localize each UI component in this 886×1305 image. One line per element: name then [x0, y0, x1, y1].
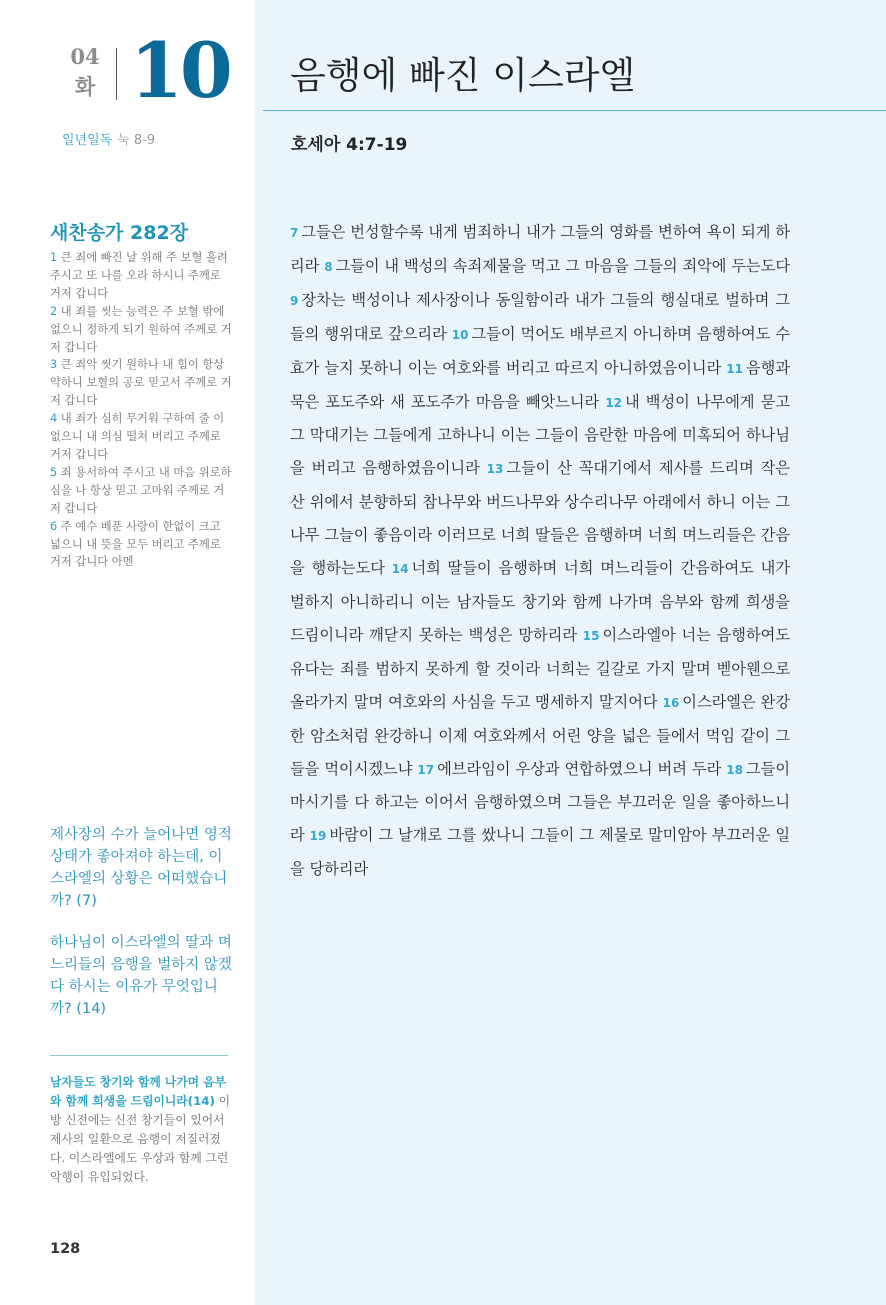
hymn-verse: [50, 356, 232, 410]
hymn-verse: [50, 518, 232, 572]
verse-number: 9: [290, 293, 299, 308]
question-2: 하나님이 이스라엘의 딸과 며느리들의 음행을 벌하지 않겠다 하시는 이유가 무엇입니까? (14): [50, 935, 232, 1017]
date-day: 10: [130, 26, 230, 115]
hymn-verse-text: 큰 죄에 빠진 날 위해 주 보혈 흘려 주시고 또 나를 오라 하시니 주께로 거저 갑니다: [50, 251, 228, 300]
verse-text: 장차는 백성이나 제사장이나 동일함이라 내가 그들의 행실대로 벌하며 그들의 행위대로 갚으리라: [290, 290, 790, 343]
note-highlight: 남자들도 창기와 함께 나가며 음부와 함께 희생을 드림이니라(14): [50, 1075, 226, 1108]
hymn-verse-text: 죄 용서하여 주시고 내 마음 위로하심을 나 항상 믿고 고마워 주께로 거저 갑니다: [50, 465, 232, 515]
scripture-passage: [290, 216, 790, 886]
verse-text: 너희 딸들이 음행하며 너희 며느리들이 간음하여도 내가 벌하지 아니하리니 이는 남자들도 창기와 함께 나가며 음부와 함께 희생을 드림이니라 깨닫지 못하는 백성은 망하리라: [290, 559, 791, 644]
reading-plan-label: 일년일독: [62, 133, 113, 148]
hymn-lyrics: [50, 249, 232, 571]
verse-text: 이스라엘아 너는 음행하여도 유다는 죄를 범하지 못하게 할 것이라 너희는 길갈로 가지 말며 벧아웬으로 올라가지 말며 여호와의 사심을 두고 맹세하지 말지어다: [290, 625, 790, 711]
hymn-verse-text: 큰 죄악 씻기 원하나 내 힘이 항상 약하니 보혈의 공로 믿고서 주께로 거저 갑니다: [50, 358, 232, 408]
verse-text: 에브라임이 우상과 연합하였으니 버려 두라: [437, 759, 722, 778]
hymn-verse-text: 주 예수 베푼 사랑이 한없이 크고 넓으니 내 뜻을 모두 버리고 주께로 거저 갑니다 아멘: [50, 519, 221, 569]
page-title: 음행에 빠진 이스라엘: [290, 54, 636, 97]
hymn-verse-number: 2: [50, 304, 58, 318]
verse-number: 16: [662, 695, 680, 710]
hymn-verse: [50, 410, 232, 464]
hymn-verse: [50, 249, 232, 303]
verse-text: 음행과 묵은 포도주와 새 포도주가 마음을 빼앗느니라: [290, 358, 791, 411]
hymn-verse: [50, 464, 232, 518]
note-text: 이방 신전에는 신전 창기들이 있어서 제사의 일환으로 음행이 저질러졌다. 이스라엘에도 우상과 함께 그런 악행이 유입되었다.: [50, 1094, 231, 1184]
hymn-verse-number: 4: [50, 412, 58, 426]
reflection-questions: [50, 824, 235, 1040]
verse-number: 19: [309, 829, 327, 844]
verse-text: 이스라엘은 완강한 암소처럼 완강하니 이제 여호와께서 어린 양을 넓은 들에서 먹임 같이 그들을 먹이시겠느냐: [290, 692, 791, 778]
verse-number: 14: [391, 562, 409, 577]
verse-text: 그들이 산 꼭대기에서 제사를 드리며 작은 산 위에서 분향하되 참나무와 버드나무와 상수리나무 아래에서 하니 이는 그 나무 그늘이 좋음이라 이러므로 너희 딸들은 음행하며 너희 며느리들은 간음을 행하는도다: [290, 459, 790, 578]
verse-number: 7: [290, 226, 299, 240]
note-divider: [50, 1055, 228, 1056]
verse-text: 바람이 그 날개로 그를 쌌나니 그들이 그 제물로 말미암아 부끄러운 일을 당하리라: [290, 826, 790, 879]
hymn-verse-text: 내 죄를 씻는 능력은 주 보혈 밖에 없으니 정하게 되기 원하여 주께로 거저 갑니다: [50, 304, 232, 354]
hymn-verse-number: 1: [50, 251, 58, 264]
verse-text: 내 백성이 나무에게 묻고 그 막대기는 그들에게 고하나니 이는 그들이 음란한 마음에 미혹되어 하나님을 버리고 음행하였음이니라: [290, 392, 791, 478]
date-divider: [116, 48, 117, 100]
hymn-verse-text: 내 죄가 심히 무거워 구하여 줄 이 없으니 내 의심 떨쳐 버리고 주께로 거저 갑니다: [50, 412, 225, 461]
title-underline: [263, 110, 886, 111]
verse-number: 18: [726, 762, 743, 777]
verse-number: 13: [486, 462, 504, 477]
verse-text: 그들이 마시기를 다 하고는 이어서 음행하였으며 그들은 부끄러운 일을 좋아하느니라: [290, 759, 790, 845]
date-month-weekday: [60, 42, 110, 102]
commentary-note: [50, 1073, 232, 1187]
verse-text: 그들이 먹어도 배부르지 아니하며 음행하여도 수효가 늘지 못하니 이는 여호와를 버리고 따르지 아니하였음이니라: [290, 324, 791, 377]
hymn-verse: [50, 303, 232, 357]
verse-number: 12: [605, 395, 623, 410]
reading-plan-ref: 눅 8-9: [117, 133, 156, 148]
verse: [324, 257, 790, 275]
verse-number: 11: [726, 361, 743, 376]
hymn-title: 새찬송가 282장: [50, 222, 189, 244]
date-weekday: 화: [74, 74, 96, 99]
verse-number: 17: [417, 762, 435, 777]
verse-number: 15: [582, 628, 600, 643]
verse-number: 8: [324, 259, 333, 274]
question-1: 제사장의 수가 늘어나면 영적 상태가 좋아져야 하는데, 이스라엘의 상황은 어떠했습니까? (7): [50, 827, 232, 909]
verse-number: 10: [451, 327, 469, 342]
date-month: 04: [70, 44, 100, 69]
verse-text: 그들이 내 백성의 속죄제물을 먹고 그 마음을 그들의 죄악에 두는도다: [335, 256, 790, 275]
scripture-reference: 호세아 4:7-19: [291, 135, 408, 155]
page-number: 128: [50, 1241, 81, 1257]
verse: [417, 760, 721, 778]
hymn-verse-number: 3: [50, 358, 58, 372]
verse-text: 그들은 번성할수록 내게 범죄하니 내가 그들의 영화를 변하여 욕이 되게 하리라: [290, 223, 790, 275]
hymn-verse-number: 6: [50, 519, 58, 533]
verse: [290, 826, 790, 878]
reading-plan: [62, 129, 155, 148]
hymn-verse-number: 5: [50, 465, 58, 479]
